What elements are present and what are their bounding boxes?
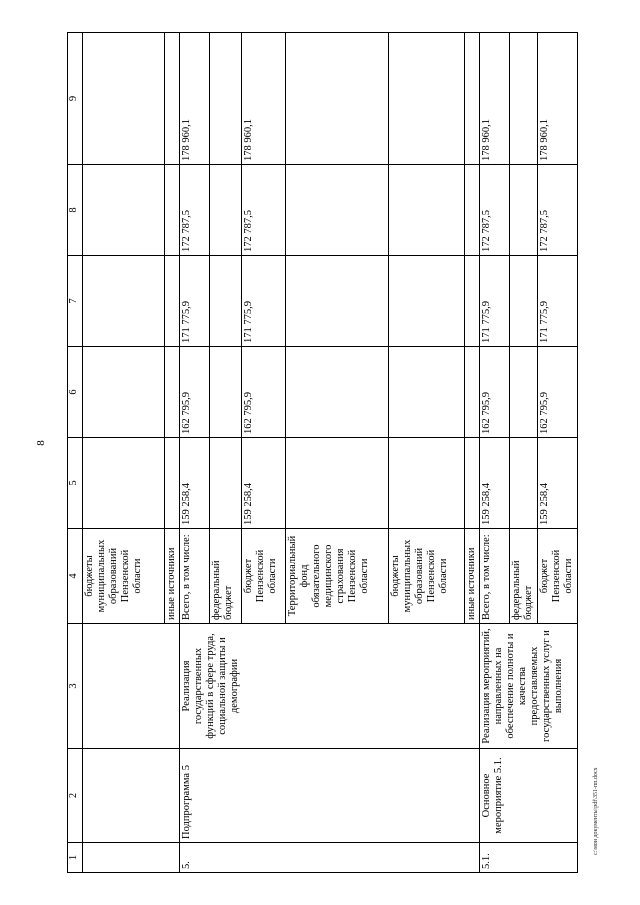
cell-number: 5.1. xyxy=(480,843,578,873)
header-cell: 9 xyxy=(68,33,83,165)
header-row xyxy=(68,33,83,873)
cell-value xyxy=(465,438,480,529)
cell-value: 178 960,1 xyxy=(242,33,286,165)
cell-source: бюджеты муниципальных образований Пензенской области xyxy=(83,529,165,624)
header-cell: 1 xyxy=(68,843,83,873)
cell-value xyxy=(510,33,538,165)
footer-file-path: c:\мои документы\pdf\351-пп.docx xyxy=(593,767,599,855)
cell-value xyxy=(389,347,465,438)
cell-value: 171 775,9 xyxy=(480,256,510,347)
cell-value: 171 775,9 xyxy=(180,256,210,347)
cell-value: 171 775,9 xyxy=(538,256,578,347)
cell-value xyxy=(286,33,389,165)
header-cell: 2 xyxy=(68,749,83,843)
cell-value xyxy=(83,33,165,165)
cell-value xyxy=(210,256,242,347)
cell-value: 159 258,4 xyxy=(538,438,578,529)
cell-value xyxy=(165,347,180,438)
cell-value xyxy=(165,256,180,347)
cell-program: Основное мероприятие 5.1. xyxy=(480,749,578,843)
page-number: 8 xyxy=(34,440,47,446)
cell-source: Всего, в том числе: xyxy=(180,529,210,624)
cell-value xyxy=(165,165,180,256)
cell-value: 171 775,9 xyxy=(242,256,286,347)
cell-description xyxy=(83,624,180,749)
cell-source: бюджеты муниципальных образований Пензенской области xyxy=(389,529,465,624)
cell-description: Реализация мероприятий, направленных на обеспечение полноты и качества предоставляемых государственных услуг и выполнения xyxy=(480,624,578,749)
cell-value xyxy=(510,438,538,529)
cell-source: федеральный бюджет xyxy=(510,529,538,624)
cell-value xyxy=(389,165,465,256)
cell-value: 159 258,4 xyxy=(180,438,210,529)
cell-value xyxy=(286,256,389,347)
cell-value: 162 795,9 xyxy=(538,347,578,438)
cell-source: бюджет Пензенской области xyxy=(242,529,286,624)
cell-value xyxy=(465,347,480,438)
cell-value: 162 795,9 xyxy=(242,347,286,438)
cell-value xyxy=(286,165,389,256)
cell-value: 178 960,1 xyxy=(480,33,510,165)
header-cell: 5 xyxy=(68,438,83,529)
cell-value: 162 795,9 xyxy=(180,347,210,438)
cell-value xyxy=(83,438,165,529)
cell-program xyxy=(83,749,180,843)
cell-value xyxy=(210,165,242,256)
cell-value: 178 960,1 xyxy=(180,33,210,165)
cell-value xyxy=(210,438,242,529)
cell-value xyxy=(465,256,480,347)
header-cell: 7 xyxy=(68,256,83,347)
cell-value xyxy=(465,33,480,165)
cell-value: 159 258,4 xyxy=(480,438,510,529)
header-cell: 6 xyxy=(68,347,83,438)
cell-value xyxy=(389,256,465,347)
header-cell: 3 xyxy=(68,624,83,749)
header-cell: 4 xyxy=(68,529,83,624)
cell-value xyxy=(389,33,465,165)
cell-value xyxy=(510,256,538,347)
cell-value: 172 787,5 xyxy=(180,165,210,256)
program-funding-table xyxy=(67,32,578,873)
cell-value xyxy=(83,347,165,438)
cell-program: Подпрограмма 5 xyxy=(180,749,480,843)
cell-number: 5. xyxy=(180,843,480,873)
header-cell: 8 xyxy=(68,165,83,256)
cell-value xyxy=(210,347,242,438)
cell-value xyxy=(510,165,538,256)
cell-description: Реализация государственных функций в сфере труда, социальной защиты и демографии xyxy=(180,624,480,749)
table-row xyxy=(180,33,210,873)
cell-value xyxy=(286,438,389,529)
table-row xyxy=(83,33,165,873)
cell-value: 172 787,5 xyxy=(242,165,286,256)
cell-value xyxy=(83,165,165,256)
cell-value xyxy=(210,33,242,165)
cell-source: иные источники xyxy=(465,529,480,624)
cell-value xyxy=(465,165,480,256)
cell-value xyxy=(83,256,165,347)
cell-value: 172 787,5 xyxy=(538,165,578,256)
table-rotator xyxy=(67,33,576,873)
table-row xyxy=(480,33,510,873)
cell-value xyxy=(286,347,389,438)
cell-value xyxy=(165,438,180,529)
cell-value xyxy=(165,33,180,165)
cell-value: 159 258,4 xyxy=(242,438,286,529)
cell-source: федеральный бюджет xyxy=(210,529,242,624)
cell-value xyxy=(510,347,538,438)
cell-value: 178 960,1 xyxy=(538,33,578,165)
cell-value: 172 787,5 xyxy=(480,165,510,256)
cell-source: бюджет Пензенской области xyxy=(538,529,578,624)
cell-value: 162 795,9 xyxy=(480,347,510,438)
cell-source: Территориальный фонд обязательного медицинского страхования Пензенской области xyxy=(286,529,389,624)
cell-number xyxy=(83,843,180,873)
cell-source: Всего, в том числе: xyxy=(480,529,510,624)
cell-source: иные источники xyxy=(165,529,180,624)
cell-value xyxy=(389,438,465,529)
